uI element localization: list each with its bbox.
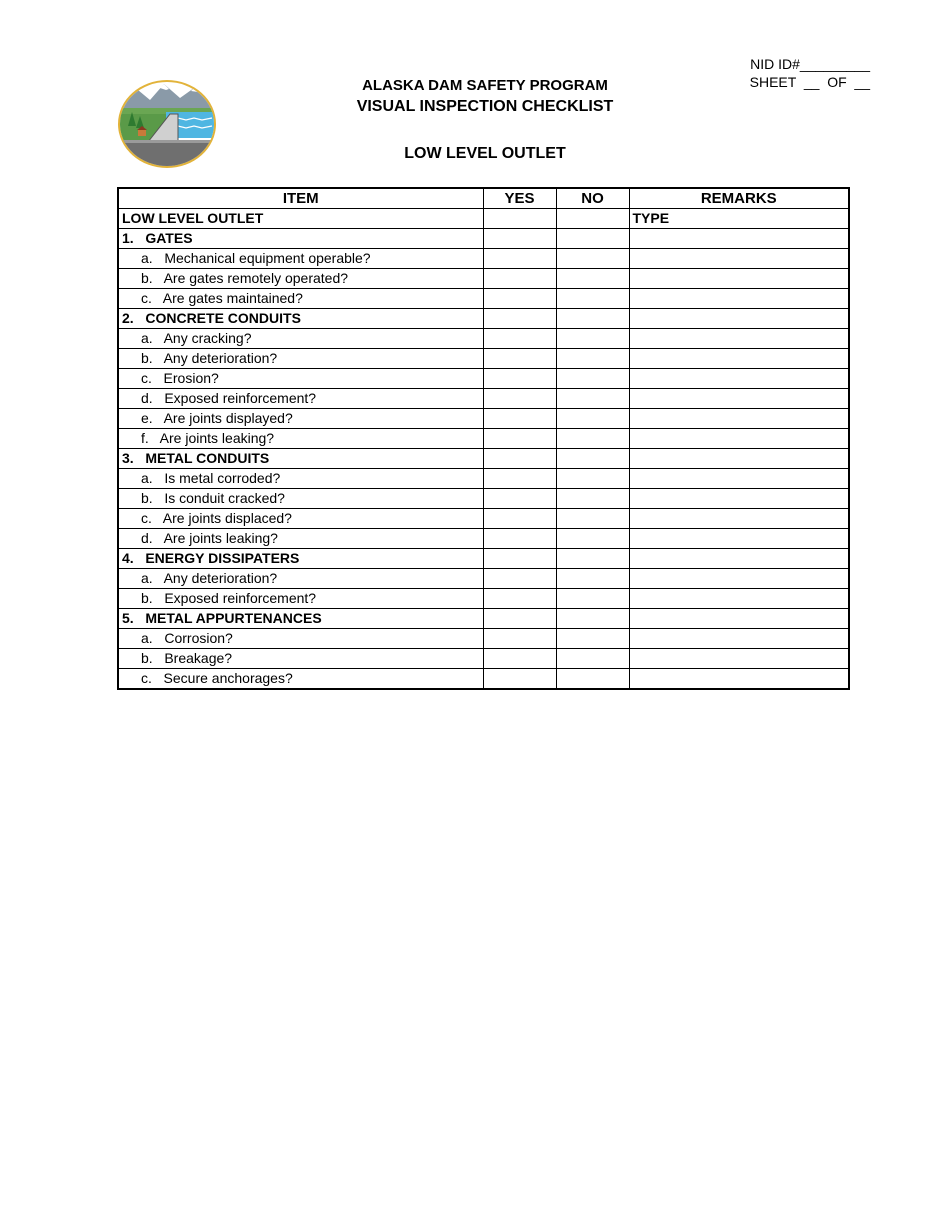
no-cell[interactable] [556,269,629,289]
no-cell[interactable] [556,549,629,569]
sheet-number-field[interactable]: SHEET __ OF __ [749,74,870,90]
remarks-cell[interactable] [629,549,849,569]
no-cell[interactable] [556,529,629,549]
yes-cell[interactable] [483,549,556,569]
yes-cell[interactable] [483,389,556,409]
yes-cell[interactable] [483,489,556,509]
sheet-info [730,55,870,91]
table-row [118,589,849,609]
remarks-cell[interactable] [629,449,849,469]
no-cell[interactable] [556,569,629,589]
section-row [118,229,849,249]
column-header-item: ITEM [118,188,483,209]
remarks-cell[interactable] [629,389,849,409]
item-label: a. Corrosion? [118,629,483,649]
yes-cell[interactable] [483,229,556,249]
item-label: d. Are joints leaking? [118,529,483,549]
yes-cell[interactable] [483,609,556,629]
section-row [118,449,849,469]
remarks-cell[interactable] [629,349,849,369]
item-label: b. Exposed reinforcement? [118,589,483,609]
column-header-yes: YES [483,188,556,209]
section-title: LOW LEVEL OUTLET [404,145,566,162]
no-cell[interactable] [556,629,629,649]
table-header-row [118,188,849,209]
no-cell[interactable] [556,329,629,349]
remarks-cell[interactable] [629,249,849,269]
yes-cell[interactable] [483,429,556,449]
remarks-cell[interactable]: TYPE [629,209,849,229]
remarks-cell[interactable] [629,609,849,629]
item-label: c. Are gates maintained? [118,289,483,309]
yes-cell[interactable] [483,629,556,649]
no-cell[interactable] [556,509,629,529]
remarks-cell[interactable] [629,469,849,489]
remarks-cell[interactable] [629,589,849,609]
yes-cell[interactable] [483,249,556,269]
item-label: f. Are joints leaking? [118,429,483,449]
no-cell[interactable] [556,229,629,249]
no-cell[interactable] [556,589,629,609]
remarks-cell[interactable] [629,429,849,449]
item-label: a. Any deterioration? [118,569,483,589]
table-row [118,489,849,509]
yes-cell[interactable] [483,409,556,429]
yes-cell[interactable] [483,369,556,389]
table-row [118,269,849,289]
remarks-cell[interactable] [629,329,849,349]
table-row [118,649,849,669]
section-row [118,309,849,329]
table-row [118,629,849,649]
table-row [118,509,849,529]
yes-cell[interactable] [483,349,556,369]
no-cell[interactable] [556,409,629,429]
remarks-cell[interactable] [629,409,849,429]
alaska-dam-safety-logo-icon [116,78,218,170]
form-title: VISUAL INSPECTION CHECKLIST [356,98,614,115]
remarks-cell[interactable] [629,229,849,249]
no-cell[interactable] [556,429,629,449]
remarks-cell[interactable] [629,569,849,589]
no-cell[interactable] [556,389,629,409]
item-label: c. Are joints displaced? [118,509,483,529]
table-row [118,329,849,349]
remarks-cell[interactable] [629,489,849,509]
yes-cell[interactable] [483,589,556,609]
item-label: b. Any deterioration? [118,349,483,369]
no-cell[interactable] [556,349,629,369]
item-label: a. Any cracking? [118,329,483,349]
item-label: 3. METAL CONDUITS [118,449,483,469]
item-label: d. Exposed reinforcement? [118,389,483,409]
yes-cell[interactable] [483,569,556,589]
yes-cell[interactable] [483,329,556,349]
remarks-cell[interactable] [629,509,849,529]
item-label: c. Secure anchorages? [118,669,483,690]
column-header-remarks: REMARKS [629,188,849,209]
no-cell[interactable] [556,609,629,629]
item-label: b. Are gates remotely operated? [118,269,483,289]
table-row [118,409,849,429]
no-cell[interactable] [556,249,629,269]
no-cell[interactable] [556,449,629,469]
remarks-cell[interactable] [629,289,849,309]
remarks-cell[interactable] [629,309,849,329]
table-row [118,249,849,269]
yes-cell[interactable] [483,469,556,489]
remarks-cell[interactable] [629,629,849,649]
item-label: 5. METAL APPURTENANCES [118,609,483,629]
remarks-cell[interactable] [629,529,849,549]
yes-cell[interactable] [483,529,556,549]
item-label: 2. CONCRETE CONDUITS [118,309,483,329]
item-label: b. Is conduit cracked? [118,489,483,509]
inspection-checklist-table [117,187,850,690]
table-row [118,669,849,690]
yes-cell[interactable] [483,309,556,329]
yes-cell[interactable] [483,509,556,529]
item-label: e. Are joints displayed? [118,409,483,429]
table-row [118,529,849,549]
column-header-no: NO [556,188,629,209]
yes-cell[interactable] [483,289,556,309]
table-row [118,289,849,309]
program-title: ALASKA DAM SAFETY PROGRAM [362,77,608,94]
yes-cell[interactable] [483,269,556,289]
table-row [118,369,849,389]
section-row [118,209,849,229]
no-cell[interactable] [556,489,629,509]
no-cell[interactable] [556,469,629,489]
no-cell[interactable] [556,649,629,669]
yes-cell[interactable] [483,649,556,669]
nid-id-field[interactable]: NID ID#_________ [750,56,870,72]
remarks-cell[interactable] [629,669,849,690]
table-row [118,349,849,369]
remarks-cell[interactable] [629,269,849,289]
item-label: LOW LEVEL OUTLET [118,209,483,229]
no-cell[interactable] [556,209,629,229]
item-label: a. Is metal corroded? [118,469,483,489]
remarks-cell[interactable] [629,649,849,669]
item-label: b. Breakage? [118,649,483,669]
no-cell[interactable] [556,369,629,389]
yes-cell[interactable] [483,209,556,229]
item-label: a. Mechanical equipment operable? [118,249,483,269]
yes-cell[interactable] [483,669,556,690]
table-row [118,389,849,409]
yes-cell[interactable] [483,449,556,469]
item-label: c. Erosion? [118,369,483,389]
section-row [118,549,849,569]
table-row [118,569,849,589]
no-cell[interactable] [556,289,629,309]
item-label: 1. GATES [118,229,483,249]
no-cell[interactable] [556,669,629,690]
no-cell[interactable] [556,309,629,329]
table-row [118,429,849,449]
table-row [118,469,849,489]
remarks-cell[interactable] [629,369,849,389]
section-row [118,609,849,629]
item-label: 4. ENERGY DISSIPATERS [118,549,483,569]
